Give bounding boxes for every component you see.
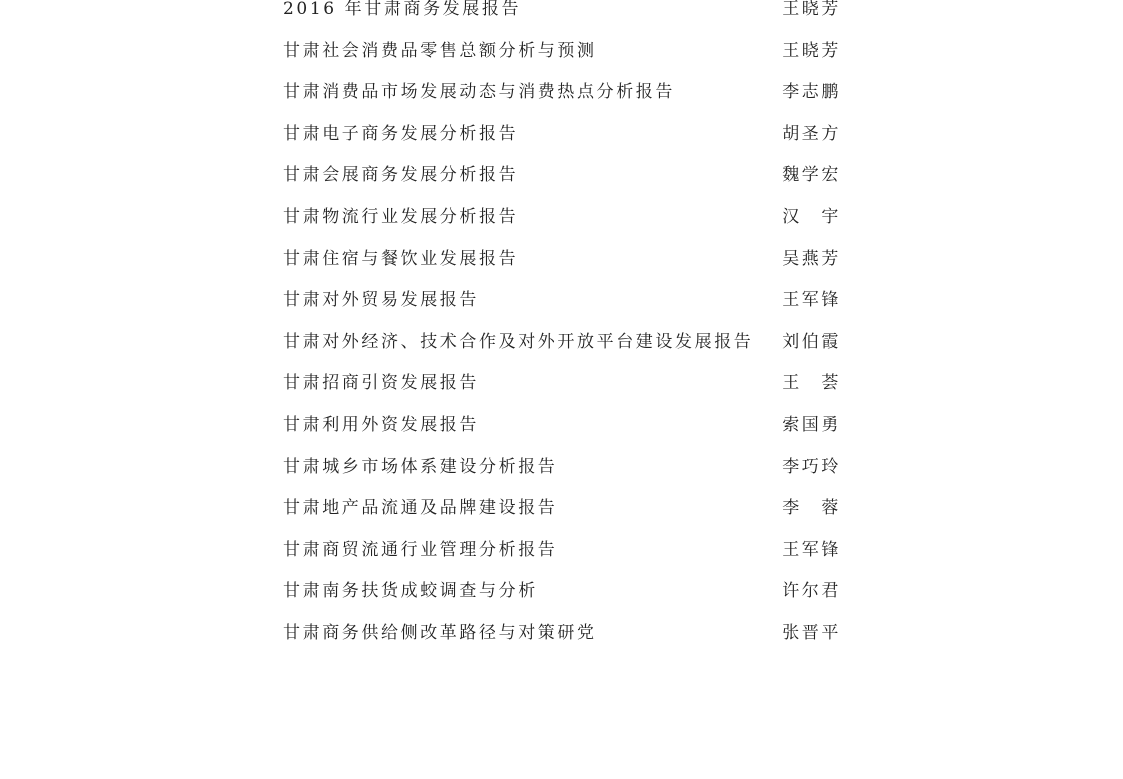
toc-entry-title: 甘肃物流行业发展分析报告	[283, 206, 519, 227]
toc-entry-author: 王军锋	[782, 539, 841, 560]
toc-entry	[0, 111, 1123, 153]
toc-entry-title: 甘肃城乡市场体系建设分析报告	[283, 456, 558, 477]
toc-entry-author: 汉 宇	[782, 206, 841, 227]
toc-entry	[0, 527, 1123, 569]
toc-entry-author: 许尔君	[782, 581, 841, 602]
toc-entry-title: 甘肃南务扶货成蛟调查与分析	[283, 581, 538, 602]
toc-entry	[0, 0, 1123, 28]
toc-entry-author: 王晓芳	[782, 0, 841, 19]
toc-entry-author: 刘伯霞	[782, 331, 841, 352]
toc-entry	[0, 402, 1123, 444]
toc-entry-title: 甘肃招商引资发展报告	[283, 373, 479, 394]
toc-entry-title: 甘肃消费品市场发展动态与消费热点分析报告	[283, 82, 675, 103]
toc-entry-author: 李巧玲	[782, 456, 841, 477]
toc-entry-author: 王军锋	[782, 290, 841, 311]
toc-entry-title: 甘肃利用外资发展报告	[283, 414, 479, 435]
toc-entry-author: 胡圣方	[782, 123, 841, 144]
toc-entry	[0, 610, 1123, 652]
toc-entry-author: 张晋平	[782, 622, 841, 643]
toc-entry-title: 甘肃电子商务发展分析报告	[283, 123, 519, 144]
toc-entry-title: 甘肃对外贸易发展报告	[283, 290, 479, 311]
toc-entry-title: 甘肃社会消费品零售总额分析与预测	[283, 40, 597, 61]
toc-entry-title: 甘肃商务供给侧改革路径与对策研党	[283, 622, 597, 643]
toc-entry	[0, 319, 1123, 361]
toc-entry	[0, 360, 1123, 402]
toc-entry	[0, 568, 1123, 610]
toc-entry	[0, 485, 1123, 527]
toc-entry	[0, 194, 1123, 236]
toc-entry	[0, 236, 1123, 278]
toc-entry-title: 甘肃会展商务发展分析报告	[283, 165, 519, 186]
toc-entry-author: 索国勇	[782, 414, 841, 435]
toc-entry	[0, 277, 1123, 319]
toc-entry-author: 王晓芳	[782, 40, 841, 61]
toc-entry-author: 吴燕芳	[782, 248, 841, 269]
toc-entry-title: 甘肃地产品流通及品牌建设报告	[283, 498, 558, 519]
toc-entry	[0, 152, 1123, 194]
toc-entry-title: 甘肃对外经济、技术合作及对外开放平台建设发展报告	[283, 331, 754, 352]
toc-entry-title: 甘肃住宿与餐饮业发展报告	[283, 248, 519, 269]
toc-entry-author: 魏学宏	[782, 165, 841, 186]
toc-entry	[0, 69, 1123, 111]
toc-entry	[0, 28, 1123, 70]
toc-entry-title: 甘肃商贸流通行业管理分析报告	[283, 539, 558, 560]
toc-entry-author: 王 荟	[782, 373, 841, 394]
toc-entry-author: 李 蓉	[782, 498, 841, 519]
toc-entry-title: 2016 年甘肃商务发展报告	[283, 0, 522, 19]
toc-entry	[0, 444, 1123, 486]
toc-entry-author: 李志鹏	[782, 82, 841, 103]
